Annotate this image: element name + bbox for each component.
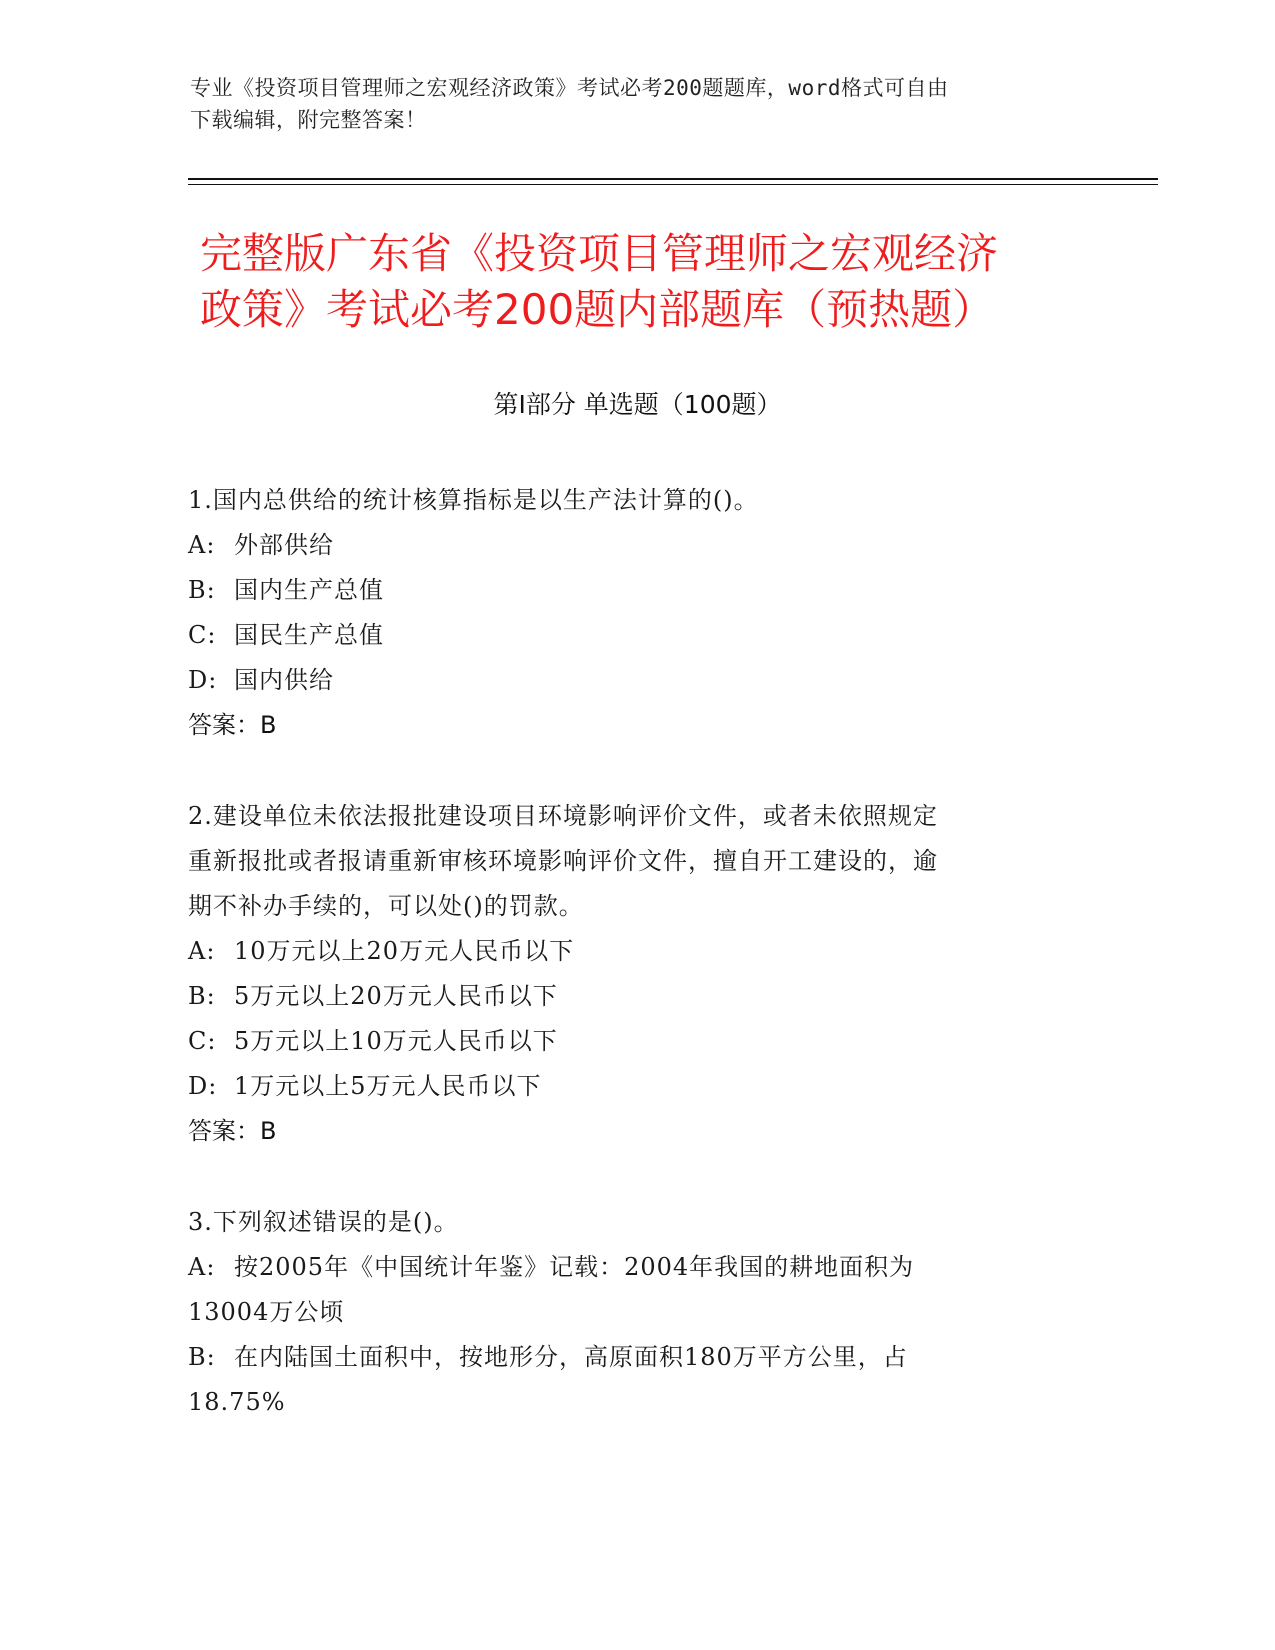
question-2-option-c [188, 1019, 1068, 1064]
question-2-option-b [188, 974, 1068, 1019]
question-3-option-a-continued: 13004万公顷 [188, 1298, 345, 1326]
option-letter: B: [188, 1343, 216, 1371]
question-1-stem: 1.国内总供给的统计核算指标是以生产法计算的()。 [188, 486, 759, 514]
section-title: 第I部分 单选题（100题） [493, 390, 782, 419]
option-text: 5万元以上10万元人民币以下 [234, 1027, 558, 1055]
header-rule-thin [188, 184, 1158, 185]
option-text: 5万元以上20万元人民币以下 [234, 982, 558, 1010]
option-text: 按2005年《中国统计年鉴》记载：2004年我国的耕地面积为 [234, 1253, 915, 1281]
option-letter: A: [188, 937, 216, 965]
option-text: 外部供给 [234, 531, 334, 559]
option-text: 国内生产总值 [234, 576, 384, 604]
option-letter: B: [188, 982, 216, 1010]
option-text: 在内陆国土面积中，按地形分，高原面积180万平方公里，占 [234, 1343, 908, 1371]
question-2 [188, 794, 1068, 1154]
question-3-option-a [188, 1245, 1068, 1290]
option-letter: A: [188, 531, 216, 559]
question-3-stem: 3.下列叙述错误的是()。 [188, 1208, 459, 1236]
question-list [188, 478, 1068, 1471]
question-1-option-b [188, 568, 1068, 613]
header-note [190, 72, 1090, 136]
question-1-option-a [188, 523, 1068, 568]
option-letter: C: [188, 621, 217, 649]
question-1-option-d [188, 658, 1068, 703]
question-3 [188, 1200, 1068, 1425]
header-note-line-2: 下载编辑，附完整答案！ [190, 108, 427, 132]
question-3-option-b [188, 1335, 1068, 1380]
document-title-line-1: 完整版广东省《投资项目管理师之宏观经济 [200, 229, 999, 278]
document-title [200, 226, 1100, 338]
question-1-answer: 答案：B [188, 711, 277, 739]
option-text: 10万元以上20万元人民币以下 [234, 937, 575, 965]
question-3-option-b-continued: 18.75% [188, 1388, 286, 1416]
option-letter: D: [188, 1072, 218, 1100]
option-text: 国民生产总值 [234, 621, 384, 649]
question-2-stem-line-2: 重新报批或者报请重新审核环境影响评价文件，擅自开工建设的，逾 [188, 847, 938, 875]
option-text: 国内供给 [234, 666, 334, 694]
option-letter: B: [188, 576, 216, 604]
option-letter: A: [188, 1253, 216, 1281]
document-title-line-2: 政策》考试必考200题内部题库（预热题） [200, 285, 995, 334]
question-2-option-a [188, 929, 1068, 974]
header-rule-thick [188, 178, 1158, 180]
question-2-stem-line-1: 2.建设单位未依法报批建设项目环境影响评价文件，或者未依照规定 [188, 802, 938, 830]
option-letter: D: [188, 666, 218, 694]
question-1 [188, 478, 1068, 748]
question-2-stem-line-3: 期不补办手续的，可以处()的罚款。 [188, 892, 584, 920]
option-letter: C: [188, 1027, 217, 1055]
question-1-option-c [188, 613, 1068, 658]
option-text: 1万元以上5万元人民币以下 [234, 1072, 542, 1100]
header-note-line-1: 专业《投资项目管理师之宏观经济政策》考试必考200题题库，word格式可自由 [190, 76, 949, 100]
question-2-option-d [188, 1064, 1068, 1109]
question-2-answer: 答案：B [188, 1117, 277, 1145]
